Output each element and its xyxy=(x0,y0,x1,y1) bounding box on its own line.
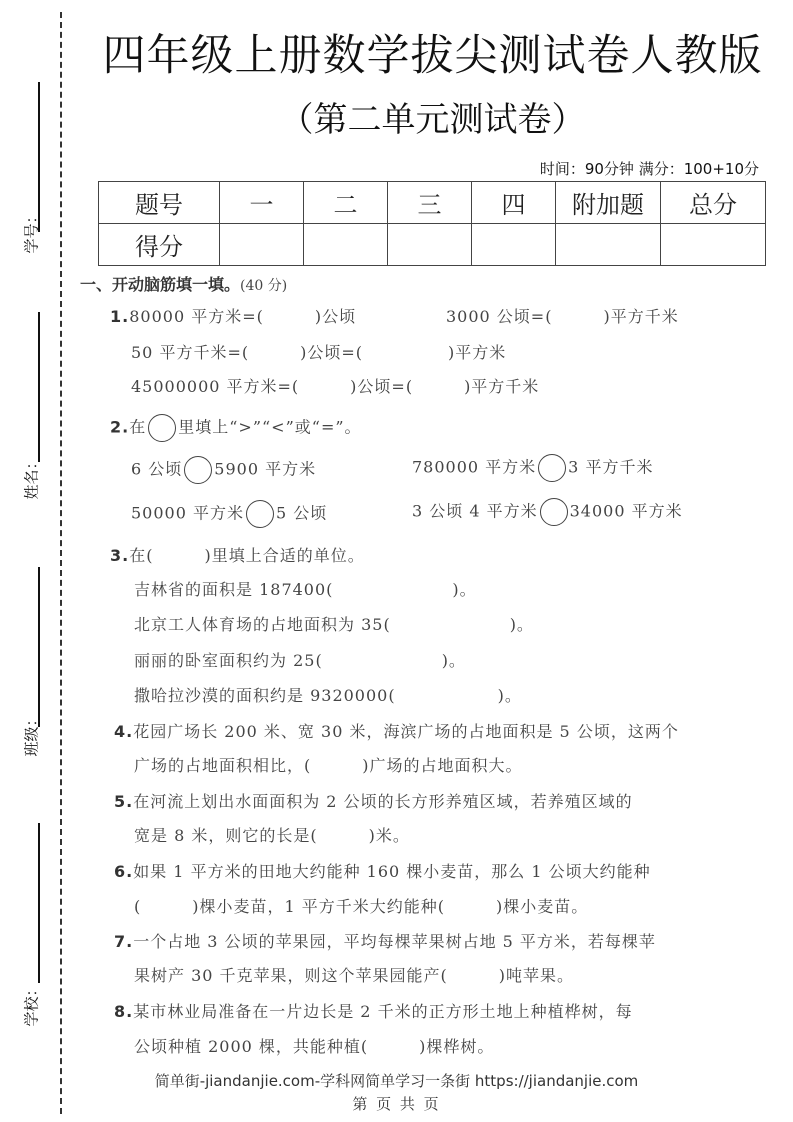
compare-right: 5900 平方米 xyxy=(214,459,317,479)
question-2-item xyxy=(412,454,653,482)
page-title: 四年级上册数学拔尖测试卷人教版 xyxy=(102,31,763,81)
score-table xyxy=(98,181,766,266)
class-label: 班级： xyxy=(22,711,41,757)
school-label: 学校： xyxy=(22,981,41,1027)
question-4-line-2: 广场的占地面积相比，( )广场的占地面积大。 xyxy=(134,756,523,775)
compare-right: 3 平方千米 xyxy=(568,457,654,477)
score-table-header-row xyxy=(99,182,766,224)
question-8-line-1 xyxy=(114,999,633,1022)
compare-left: 780000 平方米 xyxy=(412,457,537,477)
question-text: 在( )里填上合适的单位。 xyxy=(129,546,365,565)
section-points: (40 分) xyxy=(240,278,288,294)
name-label: 姓名： xyxy=(22,454,41,500)
question-1-line-2: 50 平方千米=( )公顷=( )平方米 xyxy=(131,343,507,362)
question-3-line: 北京工人体育场的占地面积为 35( )。 xyxy=(134,615,534,634)
question-number: 4. xyxy=(114,722,134,741)
question-text: 里填上“>”“<”或“=”。 xyxy=(178,417,362,437)
question-3-line: 撒哈拉沙漠的面积约是 9320000( )。 xyxy=(134,686,522,705)
question-text: 在 xyxy=(129,417,147,437)
header-cell: 四 xyxy=(472,182,556,224)
question-number: 2. xyxy=(110,417,130,437)
compare-right: 5 公顷 xyxy=(276,503,328,523)
question-7-line-2: 果树产 30 千克苹果，则这个苹果园能产( )吨苹果。 xyxy=(134,966,575,985)
exam-meta: 时间：90分钟 满分：100+10分 xyxy=(539,160,759,178)
question-2-prompt xyxy=(110,414,362,442)
compare-left: 3 公顷 4 平方米 xyxy=(412,501,538,521)
score-cell[interactable] xyxy=(472,224,556,266)
page-subtitle: （第二单元测试卷） xyxy=(279,100,586,140)
question-number: 8. xyxy=(114,1002,134,1021)
answer-circle[interactable] xyxy=(540,498,568,526)
question-number: 5. xyxy=(114,792,134,811)
score-cell[interactable] xyxy=(304,224,388,266)
fold-dashed-line xyxy=(60,12,62,1114)
score-cell[interactable] xyxy=(661,224,766,266)
question-2-item xyxy=(412,498,683,526)
watermark-footer: 简单街-jiandanjie.com-学科网简单学习一条街 https://jiandanjie.com xyxy=(154,1072,639,1090)
question-text: 一个占地 3 公顷的苹果园，平均每棵苹果树占地 5 平方米，若每棵苹 xyxy=(133,932,656,951)
compare-right: 34000 平方米 xyxy=(569,501,683,521)
question-number: 6. xyxy=(114,862,134,881)
question-number: 7. xyxy=(114,932,134,951)
question-1-line-3: 45000000 平方米=( )公顷=( )平方千米 xyxy=(131,377,540,396)
compare-left: 6 公顷 xyxy=(131,459,183,479)
name-underline[interactable] xyxy=(38,312,40,462)
answer-circle[interactable] xyxy=(538,454,566,482)
compare-left: 50000 平方米 xyxy=(131,503,244,523)
header-cell: 附加题 xyxy=(556,182,661,224)
question-3-prompt xyxy=(110,543,365,566)
class-underline[interactable] xyxy=(38,567,40,727)
question-2-item xyxy=(131,456,316,484)
score-table-score-row xyxy=(99,224,766,266)
question-5-line-1 xyxy=(114,789,633,812)
question-1-line-1 xyxy=(110,304,356,327)
score-cell[interactable] xyxy=(220,224,304,266)
question-5-line-2: 宽是 8 米，则它的长是( )米。 xyxy=(134,826,410,845)
score-cell[interactable] xyxy=(556,224,661,266)
score-cell[interactable] xyxy=(388,224,472,266)
question-text: 某市林业局准备在一片边长是 2 千米的正方形土地上种植桦树，每 xyxy=(133,1002,633,1021)
section-title: 一、开动脑筋填一填。 xyxy=(80,275,241,294)
school-underline[interactable] xyxy=(38,823,40,983)
page-number: 第 页 共 页 xyxy=(352,1095,441,1113)
answer-circle[interactable] xyxy=(184,456,212,484)
question-6-line-1 xyxy=(114,859,651,882)
question-text: 花园广场长 200 米、宽 30 米，海滨广场的占地面积是 5 公顷，这两个 xyxy=(133,722,679,741)
header-cell: 三 xyxy=(388,182,472,224)
row-label: 得分 xyxy=(99,224,220,266)
question-1-line-1b: 3000 公顷=( )平方千米 xyxy=(446,307,679,326)
question-6-line-2: ( )棵小麦苗，1 平方千米大约能种( )棵小麦苗。 xyxy=(134,897,589,916)
comparison-circle-icon xyxy=(148,414,176,442)
question-3-line: 丽丽的卧室面积约为 25( )。 xyxy=(134,651,466,670)
question-number: 1. xyxy=(110,307,130,326)
header-cell: 总分 xyxy=(661,182,766,224)
student-id-label: 学号： xyxy=(22,208,41,254)
question-text: 如果 1 平方米的田地大约能种 160 棵小麦苗，那么 1 公顷大约能种 xyxy=(133,862,651,881)
question-8-line-2: 公顷种植 2000 棵，共能种植( )棵桦树。 xyxy=(134,1037,495,1056)
header-cell: 一 xyxy=(220,182,304,224)
question-text: 在河流上划出水面面积为 2 公顷的长方形养殖区域，若养殖区域的 xyxy=(133,792,633,811)
question-3-line: 吉林省的面积是 187400( )。 xyxy=(134,580,477,599)
question-7-line-1 xyxy=(114,929,656,952)
question-text: 80000 平方米=( )公顷 xyxy=(129,307,357,326)
header-cell: 二 xyxy=(304,182,388,224)
question-2-item xyxy=(131,500,327,528)
question-4-line-1 xyxy=(114,719,679,742)
question-number: 3. xyxy=(110,546,130,565)
answer-circle[interactable] xyxy=(246,500,274,528)
section-heading xyxy=(80,272,287,295)
header-cell: 题号 xyxy=(99,182,220,224)
